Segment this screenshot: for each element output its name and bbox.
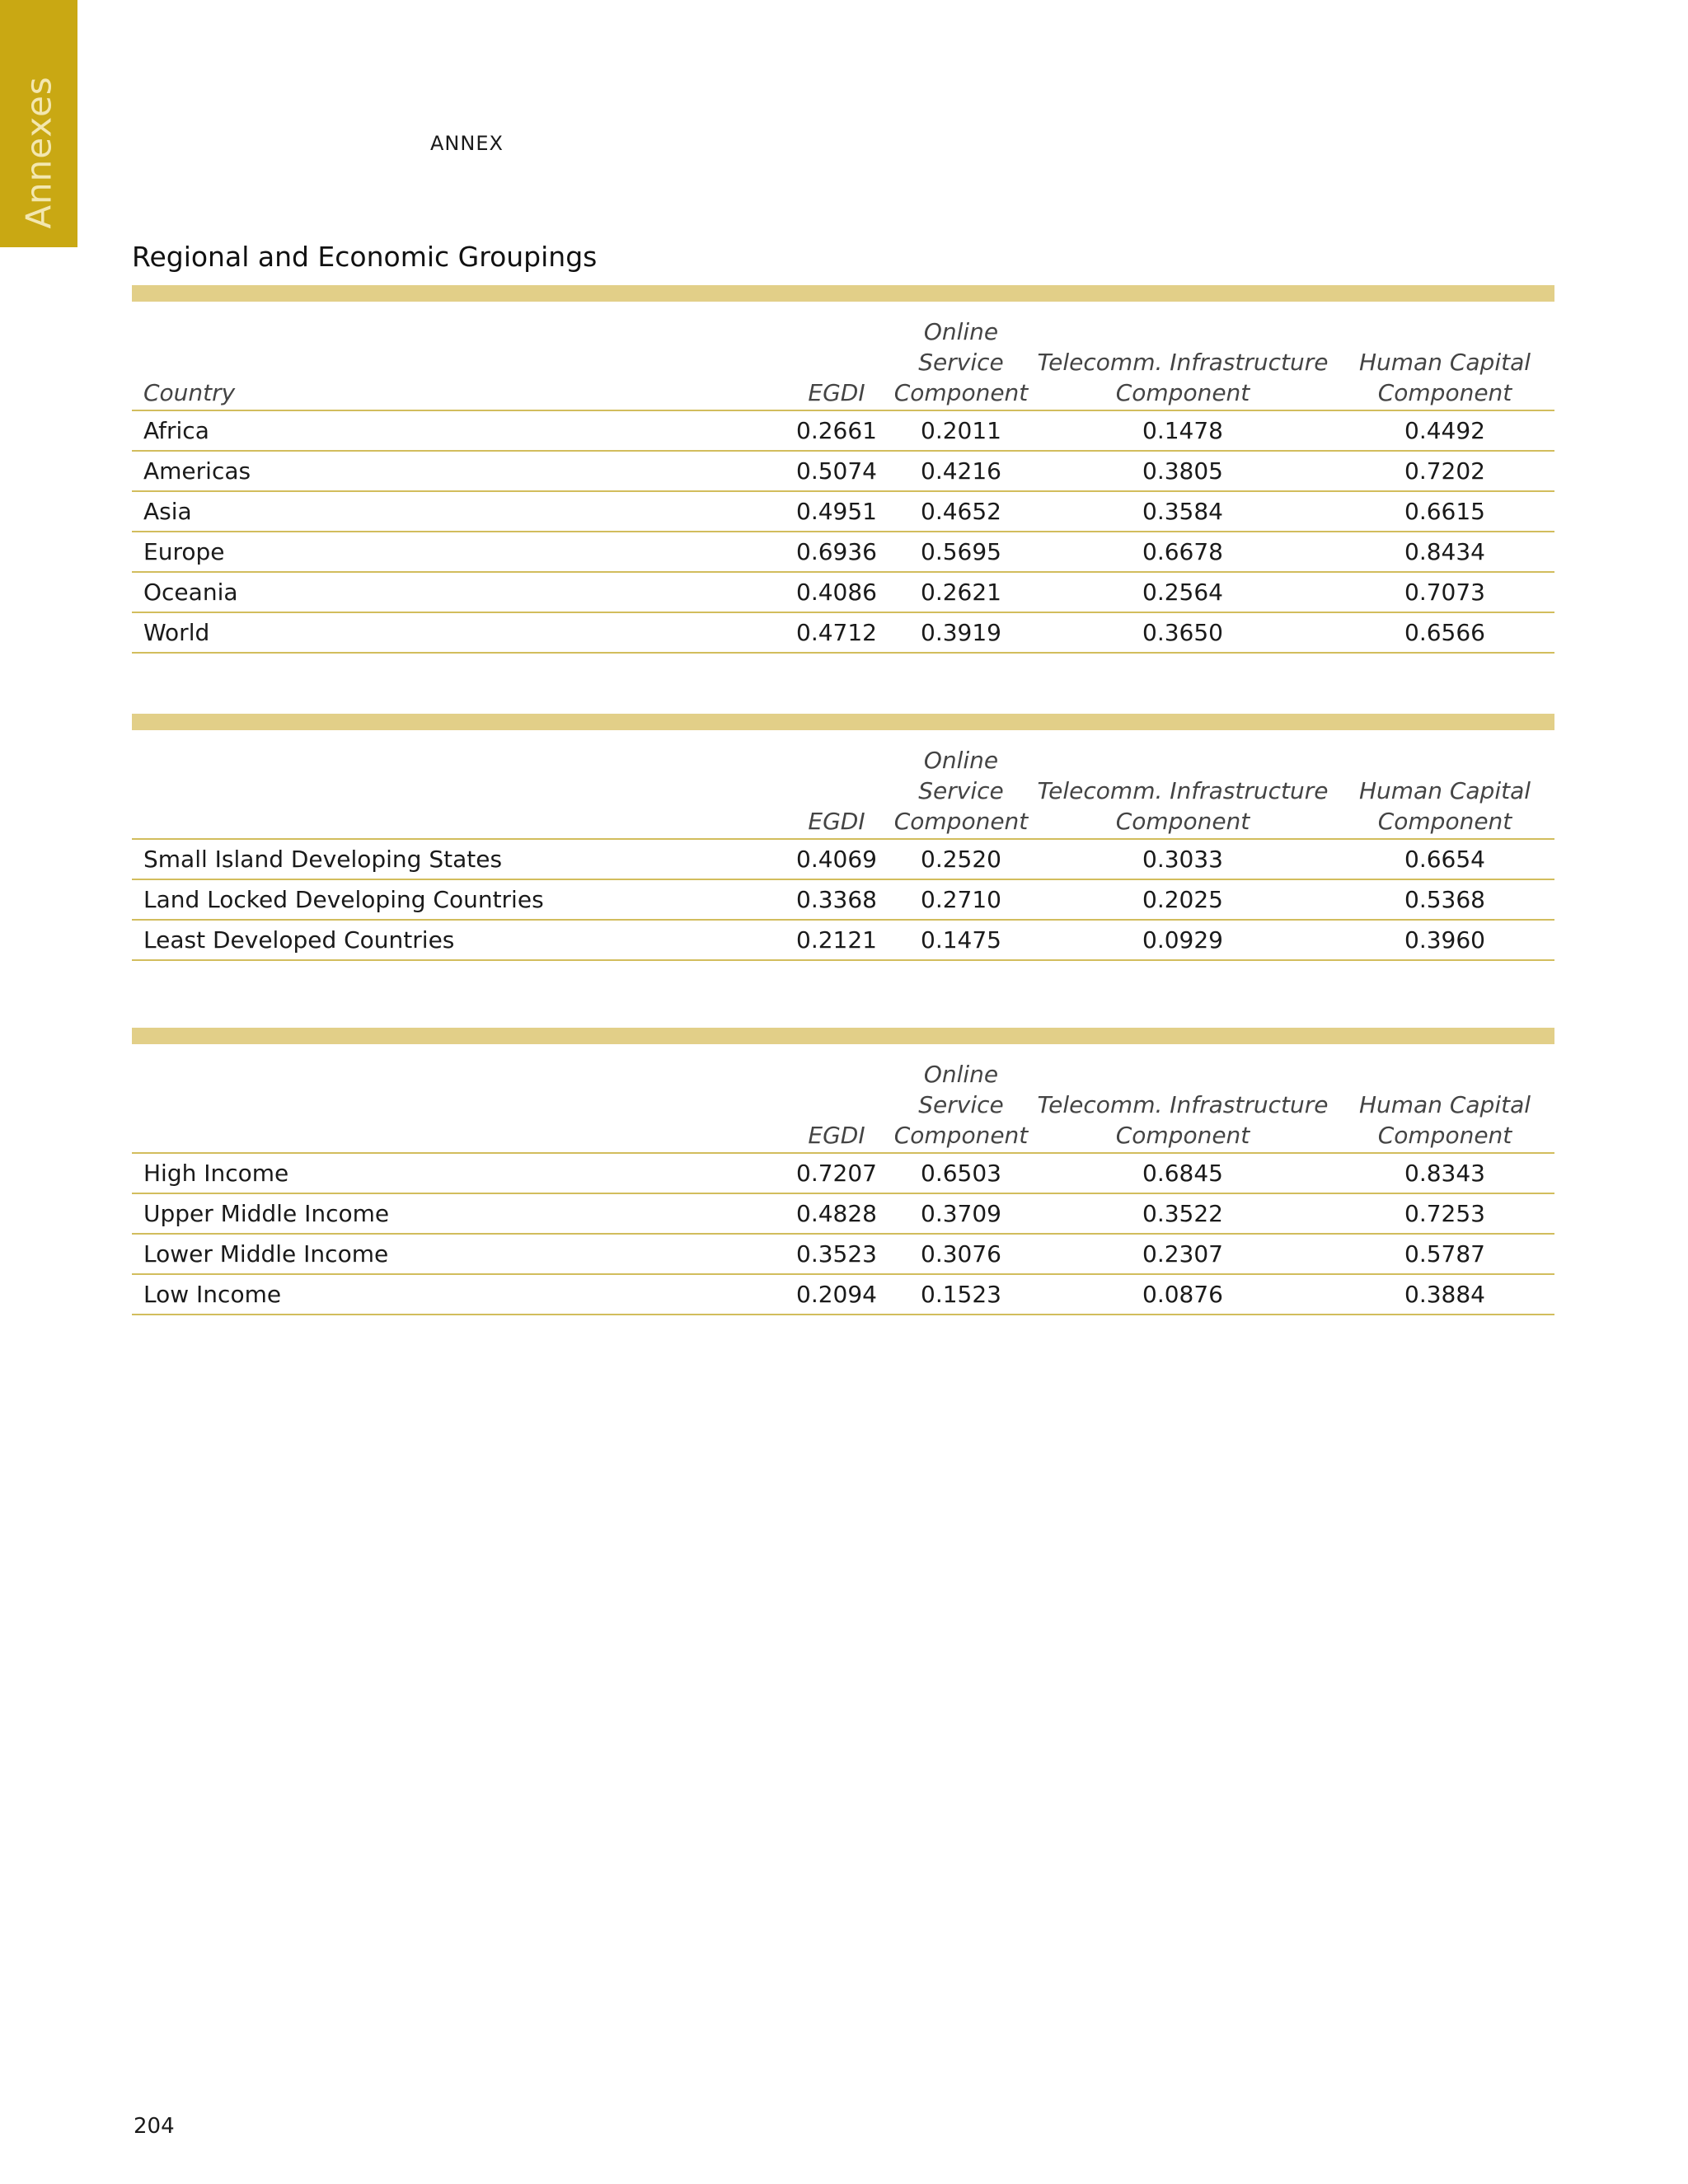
table-row: [132, 532, 1554, 572]
online-service-value: 0.2710: [892, 879, 1030, 920]
table-row: [132, 491, 1554, 532]
col-header-telecomm: Telecomm. Infrastructure Component: [1030, 1044, 1335, 1153]
col-header-name: [132, 730, 781, 839]
online-service-value: 0.3919: [892, 612, 1030, 653]
online-service-value: 0.1475: [892, 920, 1030, 960]
page-number: 204: [134, 2114, 175, 2139]
running-header: ANNEX: [430, 132, 504, 155]
telecomm-value: 0.6678: [1030, 532, 1335, 572]
row-name: Upper Middle Income: [132, 1193, 781, 1234]
col-header-country: Country: [132, 302, 781, 410]
table-row: [132, 1234, 1554, 1274]
online-service-value: 0.2621: [892, 572, 1030, 612]
online-service-value: 0.6503: [892, 1153, 1030, 1193]
human-capital-value: 0.3960: [1335, 920, 1554, 960]
telecomm-value: 0.0876: [1030, 1274, 1335, 1315]
row-name: High Income: [132, 1153, 781, 1193]
income-groups-table: [132, 1028, 1554, 1315]
egdi-value: 0.6936: [781, 532, 892, 572]
telecomm-value: 0.1478: [1030, 410, 1335, 451]
col-header-name: [132, 1044, 781, 1153]
human-capital-value: 0.8343: [1335, 1153, 1554, 1193]
telecomm-value: 0.2025: [1030, 879, 1335, 920]
egdi-value: 0.5074: [781, 451, 892, 491]
human-capital-value: 0.7253: [1335, 1193, 1554, 1234]
row-name: Small Island Developing States: [132, 839, 781, 879]
online-service-value: 0.4216: [892, 451, 1030, 491]
col-header-human-capital: Human Capital Component: [1335, 1044, 1554, 1153]
human-capital-value: 0.8434: [1335, 532, 1554, 572]
data-table: [132, 1044, 1554, 1315]
human-capital-value: 0.6654: [1335, 839, 1554, 879]
row-name: Africa: [132, 410, 781, 451]
table-row: [132, 410, 1554, 451]
egdi-value: 0.4712: [781, 612, 892, 653]
human-capital-value: 0.5368: [1335, 879, 1554, 920]
col-header-egdi: EGDI: [781, 1044, 892, 1153]
header-row: [132, 730, 1554, 839]
table-row: [132, 839, 1554, 879]
egdi-value: 0.4828: [781, 1193, 892, 1234]
telecomm-value: 0.2307: [1030, 1234, 1335, 1274]
egdi-value: 0.7207: [781, 1153, 892, 1193]
row-name: Asia: [132, 491, 781, 532]
data-table: [132, 302, 1554, 654]
egdi-value: 0.4086: [781, 572, 892, 612]
online-service-value: 0.3709: [892, 1193, 1030, 1234]
row-name: Lower Middle Income: [132, 1234, 781, 1274]
regional-table: [132, 285, 1554, 654]
col-header-telecomm: Telecomm. Infrastructure Component: [1030, 302, 1335, 410]
human-capital-value: 0.6566: [1335, 612, 1554, 653]
row-name: Land Locked Developing Countries: [132, 879, 781, 920]
telecomm-value: 0.6845: [1030, 1153, 1335, 1193]
table-header-bar: [132, 714, 1554, 730]
data-table: [132, 730, 1554, 961]
annexes-side-tab: [0, 0, 77, 247]
side-tab-label: Annexes: [18, 76, 59, 229]
telecomm-value: 0.3805: [1030, 451, 1335, 491]
col-header-human-capital: Human Capital Component: [1335, 302, 1554, 410]
table-row: [132, 572, 1554, 612]
egdi-value: 0.3368: [781, 879, 892, 920]
col-header-telecomm: Telecomm. Infrastructure Component: [1030, 730, 1335, 839]
online-service-value: 0.2011: [892, 410, 1030, 451]
human-capital-value: 0.5787: [1335, 1234, 1554, 1274]
human-capital-value: 0.7202: [1335, 451, 1554, 491]
table-row: [132, 920, 1554, 960]
row-name: World: [132, 612, 781, 653]
egdi-value: 0.3523: [781, 1234, 892, 1274]
online-service-value: 0.3076: [892, 1234, 1030, 1274]
telecomm-value: 0.3522: [1030, 1193, 1335, 1234]
online-service-value: 0.5695: [892, 532, 1030, 572]
section-title: Regional and Economic Groupings: [132, 241, 598, 273]
egdi-value: 0.2121: [781, 920, 892, 960]
telecomm-value: 0.3033: [1030, 839, 1335, 879]
col-header-online-service: Online Service Component: [892, 1044, 1030, 1153]
telecomm-value: 0.2564: [1030, 572, 1335, 612]
egdi-value: 0.2094: [781, 1274, 892, 1315]
telecomm-value: 0.0929: [1030, 920, 1335, 960]
telecomm-value: 0.3584: [1030, 491, 1335, 532]
row-name: Oceania: [132, 572, 781, 612]
egdi-value: 0.4069: [781, 839, 892, 879]
row-name: Europe: [132, 532, 781, 572]
table-header-bar: [132, 285, 1554, 302]
row-name: Low Income: [132, 1274, 781, 1315]
col-header-online-service: Online Service Component: [892, 302, 1030, 410]
online-service-value: 0.1523: [892, 1274, 1030, 1315]
online-service-value: 0.2520: [892, 839, 1030, 879]
online-service-value: 0.4652: [892, 491, 1030, 532]
table-row: [132, 1193, 1554, 1234]
header-row: [132, 302, 1554, 410]
table-row: [132, 1274, 1554, 1315]
col-header-human-capital: Human Capital Component: [1335, 730, 1554, 839]
table-row: [132, 879, 1554, 920]
row-name: Americas: [132, 451, 781, 491]
human-capital-value: 0.4492: [1335, 410, 1554, 451]
egdi-value: 0.4951: [781, 491, 892, 532]
special-groups-table: [132, 714, 1554, 961]
human-capital-value: 0.6615: [1335, 491, 1554, 532]
col-header-egdi: EGDI: [781, 730, 892, 839]
telecomm-value: 0.3650: [1030, 612, 1335, 653]
table-row: [132, 612, 1554, 653]
human-capital-value: 0.7073: [1335, 572, 1554, 612]
table-header-bar: [132, 1028, 1554, 1044]
col-header-online-service: Online Service Component: [892, 730, 1030, 839]
egdi-value: 0.2661: [781, 410, 892, 451]
col-header-egdi: EGDI: [781, 302, 892, 410]
header-row: [132, 1044, 1554, 1153]
table-row: [132, 1153, 1554, 1193]
row-name: Least Developed Countries: [132, 920, 781, 960]
table-row: [132, 451, 1554, 491]
human-capital-value: 0.3884: [1335, 1274, 1554, 1315]
